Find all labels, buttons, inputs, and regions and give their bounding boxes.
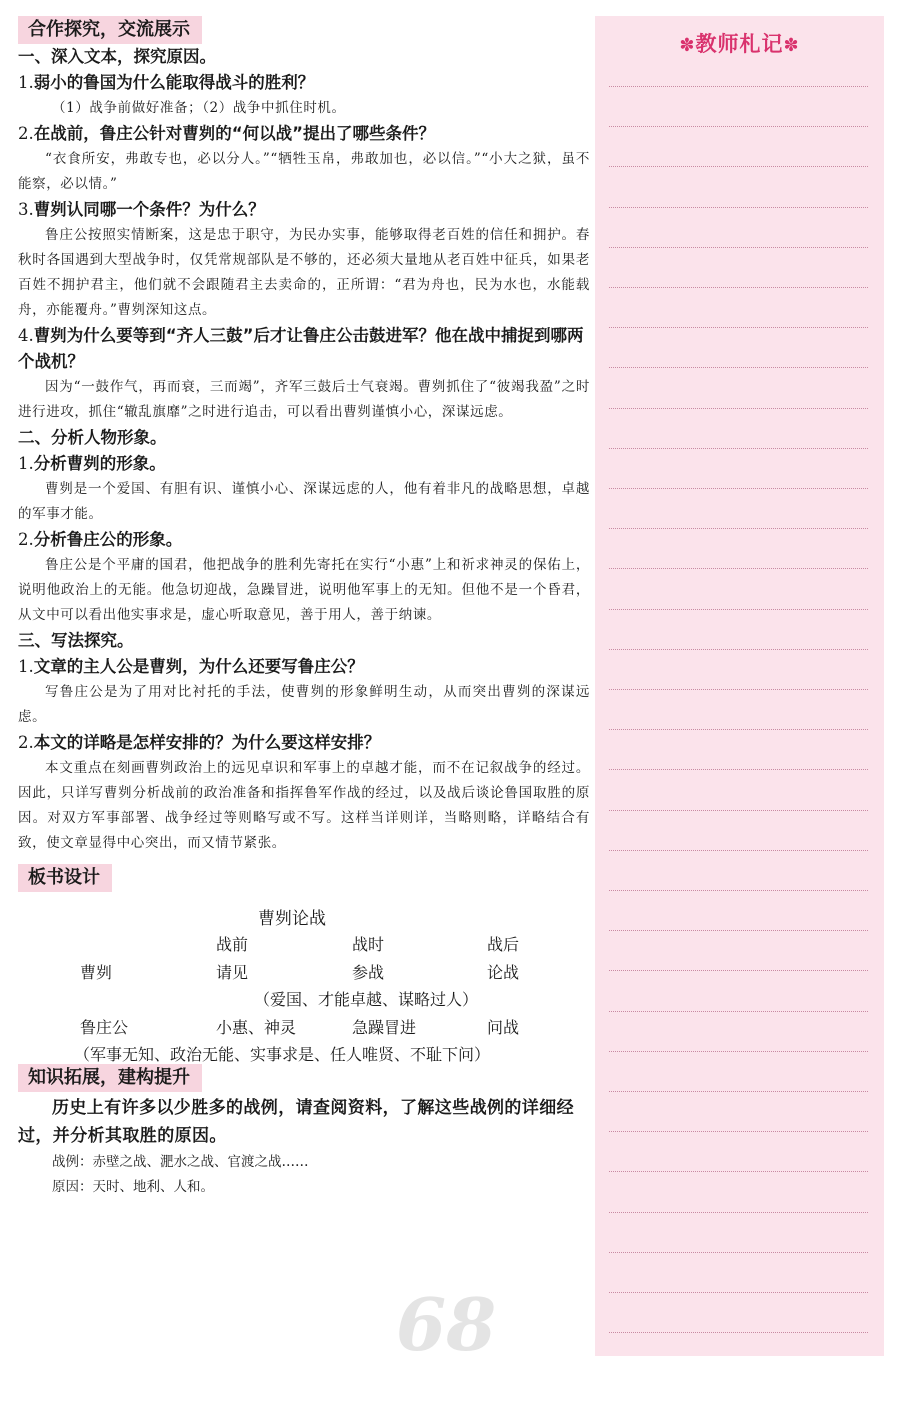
question-2 xyxy=(18,121,590,147)
question-number: 1. xyxy=(18,73,34,92)
note-line xyxy=(609,970,868,971)
extension-prompt: 历史上有许多以少胜多的战例，请查阅资料，了解这些战例的详细经过，并分析其取胜的原因。 xyxy=(18,1098,574,1146)
board-row1-after: 论战 xyxy=(487,963,520,982)
note-line xyxy=(609,810,868,811)
board-row1-during: 参战 xyxy=(352,963,385,982)
note-line xyxy=(609,207,868,208)
part1-heading: 一、深入文本，探究原因。 xyxy=(18,47,216,66)
note-line xyxy=(609,689,868,690)
board-row1-before: 请见 xyxy=(216,963,249,982)
board-col-before: 战前 xyxy=(216,935,249,954)
board-col-after: 战后 xyxy=(487,935,520,954)
note-line xyxy=(609,1332,868,1333)
note-line xyxy=(609,890,868,891)
question-number: 3. xyxy=(18,200,34,219)
note-line xyxy=(609,729,868,730)
question-1 xyxy=(18,70,590,96)
teacher-notes-panel xyxy=(595,16,884,1356)
note-line xyxy=(609,850,868,851)
question-5 xyxy=(18,451,590,477)
note-line xyxy=(609,1091,868,1092)
note-line xyxy=(609,1252,868,1253)
answer-3: 鲁庄公按照实情断案，这是忠于职守，为民办实事，能够取得老百姓的信任和拥护。春秋时各国遇到大型战争时，仅凭常规部队是不够的，还必须大量地从老百姓中征兵，如果老百姓不拥护君主，他们就不会跟随君主去卖命的，正所谓：“君为舟也，民为水也，水能载舟，亦能覆舟。”曹刿深知这点。 xyxy=(18,227,590,318)
note-line xyxy=(609,126,868,127)
question-8 xyxy=(18,730,590,756)
question-text: 分析鲁庄公的形象。 xyxy=(33,530,183,549)
question-text: 在战前，鲁庄公针对曹刿的“何以战”提出了哪些条件？ xyxy=(33,124,435,143)
star-icon: ✽ xyxy=(783,35,800,56)
main-column xyxy=(18,16,590,1200)
note-line xyxy=(609,1212,868,1213)
question-number: 2. xyxy=(18,733,34,752)
notes-title-text: 教师札记 xyxy=(695,32,784,56)
answer-5: 曹刿是一个爱国、有胆有识、谨慎小心、深谋远虑的人，他有着非凡的战略思想，卓越的军事才能。 xyxy=(18,481,590,522)
board-row2-note: （军事无知、政治无能、实事求是、任人唯贤、不耻下问） xyxy=(74,1045,491,1064)
question-text: 曹刿为什么要等到“齐人三鼓”后才让鲁庄公击鼓进军？他在战中捕捉到哪两个战机？ xyxy=(18,326,584,371)
question-3 xyxy=(18,197,590,223)
answer-2: “衣食所安，弗敢专也，必以分人。”“牺牲玉帛，弗敢加也，必以信。”“小大之狱，虽不能察，必以情。” xyxy=(18,151,590,192)
answer-1: （1）战争前做好准备；（2）战争中抓住时机。 xyxy=(52,100,346,116)
note-line xyxy=(609,86,868,87)
question-number: 1. xyxy=(18,657,34,676)
note-line xyxy=(609,166,868,167)
note-line xyxy=(609,1011,868,1012)
board-row1-note: （爱国、才能卓越、谋略过人） xyxy=(254,990,479,1009)
note-line xyxy=(609,1131,868,1132)
extension-section-title: 知识拓展，建构提升 xyxy=(18,1064,202,1092)
note-line xyxy=(609,327,868,328)
note-line xyxy=(609,769,868,770)
board-design xyxy=(18,892,590,1064)
question-7 xyxy=(18,654,590,680)
question-number: 1. xyxy=(18,454,34,473)
star-icon: ✽ xyxy=(679,35,696,56)
board-col-during: 战时 xyxy=(352,935,385,954)
board-row2-during: 急躁冒进 xyxy=(352,1018,417,1037)
note-line xyxy=(609,448,868,449)
note-line xyxy=(609,1171,868,1172)
board-row1-name: 曹刿 xyxy=(80,963,113,982)
answer-8: 本文重点在刻画曹刿政治上的远见卓识和军事上的卓越才能，而不在记叙战争的经过。因此，只详写曹刿分析战前的政治准备和指挥鲁军作战的经过，以及战后谈论鲁国取胜的原因。对双方军事部署、战争经过等则略写或不写。这样当详则详，当略则略，详略结合有致，使文章显得中心突出，而又情节紧张。 xyxy=(18,760,590,851)
question-text: 文章的主人公是曹刿，为什么还要写鲁庄公？ xyxy=(33,657,364,676)
note-line xyxy=(609,1292,868,1293)
part2-heading: 二、分析人物形象。 xyxy=(18,428,167,447)
note-line xyxy=(609,408,868,409)
note-line xyxy=(609,609,868,610)
board-section-title: 板书设计 xyxy=(18,864,112,892)
note-line xyxy=(609,488,868,489)
question-6 xyxy=(18,527,590,553)
note-line xyxy=(609,1051,868,1052)
board-row2-before: 小惠、神灵 xyxy=(216,1018,297,1037)
note-line xyxy=(609,367,868,368)
answer-6: 鲁庄公是个平庸的国君，他把战争的胜利先寄托在实行“小惠”上和祈求神灵的保佑上，说明他政治上的无能。他急切迎战，急躁冒进，说明他军事上的无知。但他不是一个昏君，从文中可以看出他实事求是，虚心听取意见，善于用人，善于纳谏。 xyxy=(18,557,590,623)
note-line xyxy=(609,568,868,569)
question-text: 分析曹刿的形象。 xyxy=(33,454,166,473)
part3-heading: 三、写法探究。 xyxy=(18,631,134,650)
question-number: 2. xyxy=(18,124,34,143)
note-line xyxy=(609,287,868,288)
board-row2-after: 问战 xyxy=(487,1018,520,1037)
note-line xyxy=(609,247,868,248)
extension-example: 战例：赤壁之战、淝水之战、官渡之战…… xyxy=(52,1154,309,1170)
answer-4: 因为“一鼓作气，再而衰，三而竭”，齐军三鼓后士气衰竭。曹刿抓住了“彼竭我盈”之时进行进攻，抓住“辙乱旗靡”之时进行追击，可以看出曹刿谨慎小心，深谋远虑。 xyxy=(18,379,590,420)
note-line xyxy=(609,930,868,931)
question-text: 弱小的鲁国为什么能取得战斗的胜利？ xyxy=(33,73,315,92)
note-line xyxy=(609,649,868,650)
question-text: 曹刿认同哪一个条件？为什么？ xyxy=(33,200,265,219)
question-4 xyxy=(18,323,590,375)
question-number: 4. xyxy=(18,326,34,345)
notes-title xyxy=(595,28,884,58)
coop-section-title: 合作探究，交流展示 xyxy=(18,16,202,44)
board-title: 曹刿论战 xyxy=(258,909,326,929)
page-number: 68 xyxy=(396,1282,497,1367)
answer-7: 写鲁庄公是为了用对比衬托的手法，使曹刿的形象鲜明生动，从而突出曹刿的深谋远虑。 xyxy=(18,684,590,725)
extension-reason: 原因：天时、地利、人和。 xyxy=(52,1179,214,1195)
note-line xyxy=(609,528,868,529)
board-row2-name: 鲁庄公 xyxy=(80,1018,129,1037)
question-text: 本文的详略是怎样安排的？为什么要这样安排？ xyxy=(33,733,381,752)
question-number: 2. xyxy=(18,530,34,549)
